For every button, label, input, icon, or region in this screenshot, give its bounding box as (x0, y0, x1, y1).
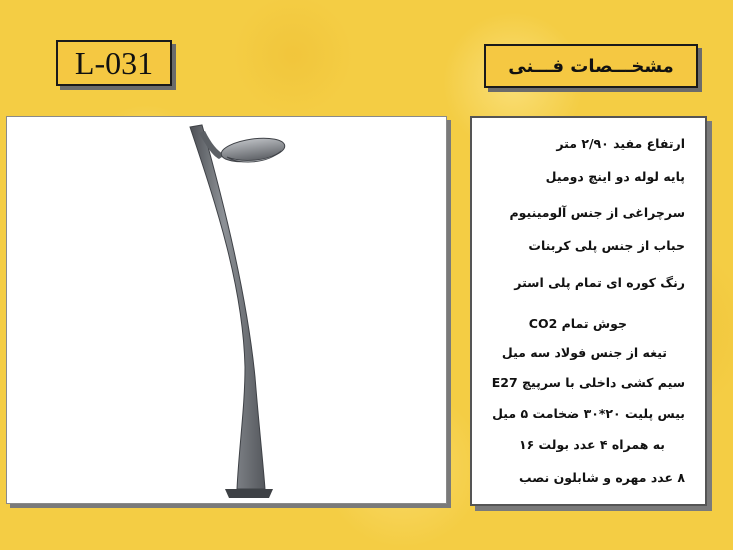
spec-item: به همراه ۴ عدد بولت ۱۶ (518, 437, 665, 452)
spec-item: ۸ عدد مهره و شابلون نصب (518, 470, 685, 485)
pole-base-plate (225, 489, 273, 498)
section-title: مشخـــصات فـــنی (508, 55, 674, 77)
product-code-text: L-031 (74, 44, 154, 81)
spec-item: پایه لوله دو اینچ دومیل (545, 169, 685, 184)
specifications-panel (470, 116, 707, 506)
spec-item: جوش تمام CO2 (528, 316, 627, 331)
spec-item: ارتفاع مفید ۲/۹۰ متر (556, 136, 685, 151)
pole-shaft (190, 125, 265, 489)
spec-item: رنگ کوره ای تمام پلی استر (514, 275, 685, 290)
spec-item: سیم کشی داخلی با سرپیچ E27 (491, 375, 685, 390)
spec-item: حباب از جنس پلی کربنات (528, 238, 685, 253)
spec-item: سرچراغی از جنس آلومینیوم (509, 205, 685, 220)
product-image-panel (6, 116, 447, 504)
spec-item: تیغه از جنس فولاد سه میل (501, 345, 667, 360)
section-title-badge (484, 44, 698, 88)
product-code-badge (56, 40, 172, 86)
spec-item: بیس پلیت ۲۰*۳۰ ضخامت ۵ میل (492, 406, 685, 421)
street-lamp-illustration (7, 117, 446, 503)
